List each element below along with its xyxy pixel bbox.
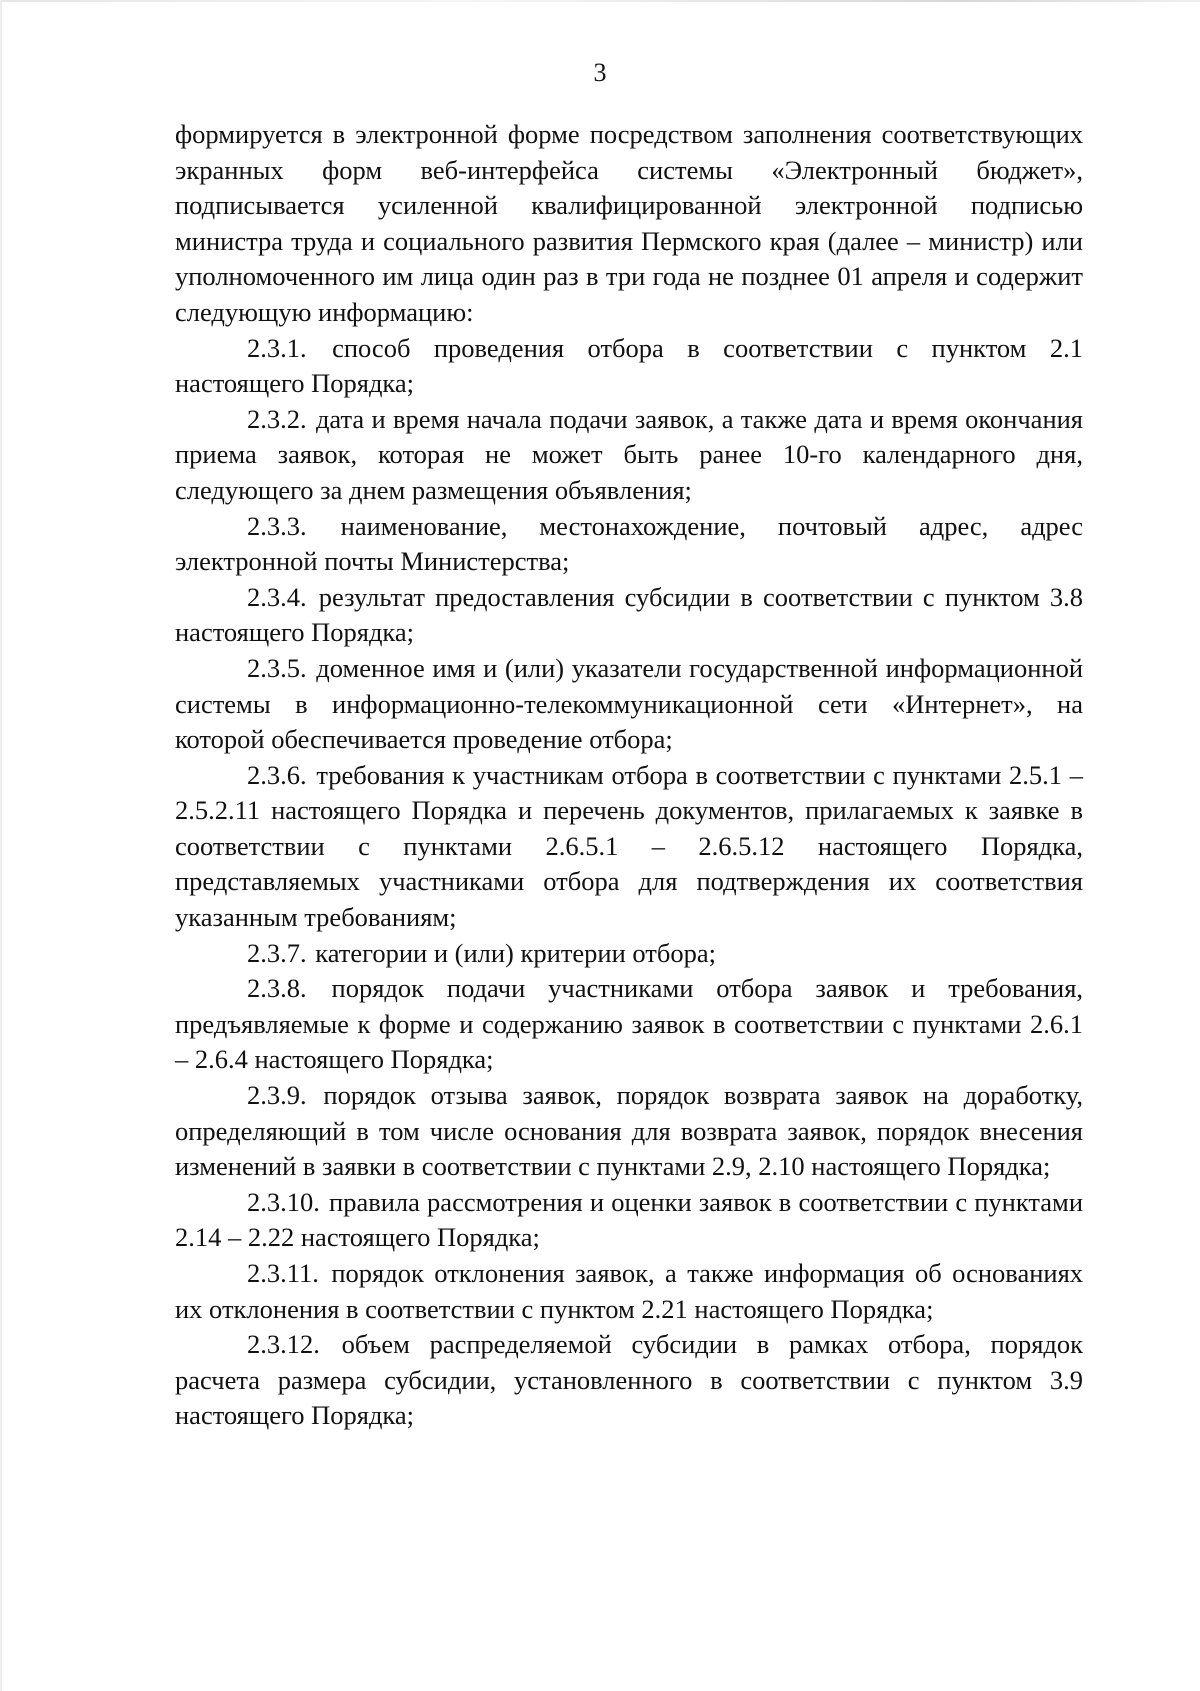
paragraph-continuation: [175, 117, 1083, 331]
item-text: порядок отзыва заявок, порядок возврата заявок на доработку, определяющий в том числе основания для возврата заявок, порядок внесения изменений в заявки в соответствии с пунктами 2.9, 2.10 настоящего Порядка;: [175, 1080, 1083, 1182]
item-text: дата и время начала подачи заявок, а также дата и время окончания приема заявок, которая не может быть ранее 10-го календарного дня, следующего за днем размещения объявления;: [175, 403, 1083, 505]
list-item: [175, 936, 1083, 972]
item-text: порядок отклонения заявок, а также информация об основаниях их отклонения в соответствии с пунктом 2.21 настоящего Порядка;: [175, 1258, 1084, 1324]
item-text: требования к участникам отбора в соответствии с пунктами 2.5.1 – 2.5.2.11 настоящего Порядка и перечень документов, прилагаемых к заявке в соответствии с пунктами 2.6.5.1 – 2.6.5.12 настоящего Порядка, представляемых участниками отбора для подтверждения их соответствия указанным требованиям;: [175, 759, 1084, 933]
list-item: [175, 402, 1083, 509]
list-item: [175, 1078, 1083, 1185]
scan-edge: [0, 0, 2, 1691]
list-item: [175, 1185, 1083, 1256]
item-number: 2.3.4.: [247, 581, 307, 612]
item-number: 2.3.6.: [247, 759, 307, 790]
list-item: [175, 509, 1083, 580]
list-item: [175, 1256, 1083, 1327]
item-text: объем распределяемой субсидии в рамках отбора, порядок расчета размера субсидии, установленного в соответствии с пунктом 3.9 настоящего Порядка;: [175, 1329, 1083, 1431]
item-number: 2.3.10.: [247, 1186, 320, 1217]
item-number: 2.3.8.: [247, 973, 307, 1004]
scan-edge: [0, 0, 1200, 2]
list-item: [175, 331, 1083, 402]
document-body: [175, 117, 1083, 1434]
item-text: результат предоставления субсидии в соответствии с пунктом 3.8 настоящего Порядка;: [175, 581, 1084, 648]
item-number: 2.3.1.: [247, 332, 307, 363]
page-number: 3: [593, 58, 607, 87]
item-number: 2.3.12.: [247, 1329, 320, 1360]
item-text: способ проведения отбора в соответствии с пунктом 2.1 настоящего Порядка;: [175, 332, 1084, 399]
item-text: категории и (или) критерии отбора;: [315, 937, 716, 968]
item-text: порядок подачи участниками отбора заявок и требования, предъявляемые к форме и содержанию заявок в соответствии с пунктами 2.6.1 – 2.6.4 настоящего Порядка;: [175, 973, 1084, 1075]
item-number: 2.3.9.: [247, 1080, 307, 1111]
list-item: [175, 1327, 1083, 1434]
paragraph-text: формируется в электронной форме посредством заполнения соответствующих экранных форм веб-интерфейса системы «Электронный бюджет», подписывается усиленной квалифицированной электронной подписью министра труда и социального развития Пермского края (далее – министр) или уполномоченного им лица один раз в три года не позднее 01 апреля и содержит следующую информацию:: [175, 119, 1083, 327]
item-number: 2.3.7.: [247, 937, 307, 968]
item-text: наименование, местонахождение, почтовый адрес, адрес электронной почты Министерства;: [175, 510, 1083, 577]
item-text: доменное имя и (или) указатели государственной информационной системы в информационно-телекоммуникационной сети «Интернет», на которой обеспечивается проведение отбора;: [175, 652, 1083, 755]
item-number: 2.3.2.: [247, 403, 307, 434]
list-item: [175, 758, 1083, 936]
item-text: правила рассмотрения и оценки заявок в соответствии с пунктами 2.14 – 2.22 настоящего Порядка;: [175, 1186, 1084, 1253]
list-item: [175, 651, 1083, 758]
list-item: [175, 580, 1083, 651]
list-item: [175, 971, 1083, 1078]
item-number: 2.3.11.: [247, 1258, 319, 1288]
item-number: 2.3.5.: [247, 652, 307, 683]
item-number: 2.3.3.: [247, 510, 307, 541]
